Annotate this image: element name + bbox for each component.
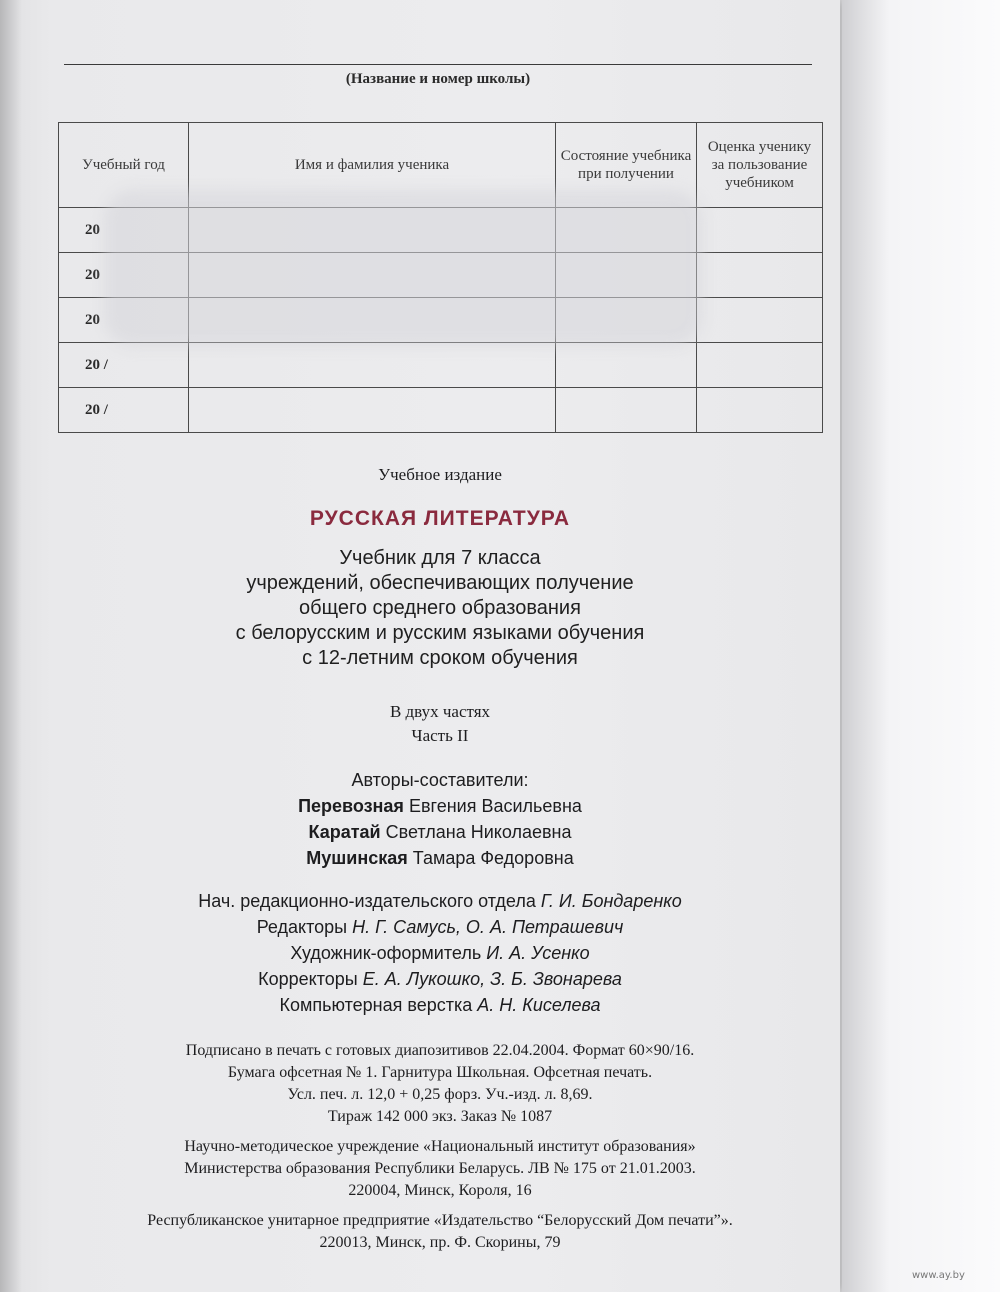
table-row [59,388,823,433]
part-number: Часть II [411,726,469,745]
credit-names: Г. И. Бондаренко [540,891,682,911]
authors-label: Авторы-составители: [351,770,529,790]
credit-line [40,995,840,1016]
credit-names: Н. Г. Самусь, О. А. Петрашевич [352,917,624,937]
parts-count: В двух частях [389,702,491,721]
grade-cell [697,253,823,298]
print-info-line: Усл. печ. л. 12,0 + 0,25 форз. Уч.-изд. л. 8,69. [287,1086,593,1103]
school-name-line [64,64,812,65]
credit-line [40,891,840,912]
year-cell: 20 / [59,343,189,388]
credit-role: Художник-оформитель [290,943,482,963]
subtitle-line: Учебник для 7 класса [339,547,541,569]
credit-line [40,943,840,964]
subtitle-line: с 12-летним сроком обучения [302,647,578,669]
publisher-line: Республиканское унитарное предприятие «Издательство “Белорусский Дом печати”». [147,1212,733,1229]
institute-line: 220004, Минск, Короля, 16 [348,1182,532,1199]
facing-page-edge [842,0,1000,1292]
author-line [40,796,840,817]
edition-type: Учебное издание [378,465,502,484]
school-caption: (Название и номер школы) [345,71,531,87]
publisher-line: 220013, Минск, пр. Ф. Скорины, 79 [319,1234,561,1251]
book-title: РУССКАЯ ЛИТЕРАТУРА [309,507,571,530]
author-surname: Каратай [308,822,381,842]
header-year: Учебный год [59,123,189,208]
author-name: Светлана Николаевна [385,822,572,842]
institute-line: Министерства образования Республики Беларусь. ЛВ № 175 от 21.01.2003. [184,1160,696,1177]
print-info-line: Бумага офсетная № 1. Гарнитура Школьная. Офсетная печать. [227,1064,653,1081]
subtitle-line: учреждений, обеспечивающих получение [246,572,634,594]
credit-names: А. Н. Киселева [477,995,601,1015]
header-student-name: Имя и фамилия ученика [189,123,556,208]
author-surname: Мушинская [306,848,408,868]
credit-names: И. А. Усенко [486,943,590,963]
grade-cell [697,388,823,433]
student-cell [189,388,556,433]
print-info-line: Тираж 142 000 экз. Заказ № 1087 [327,1108,553,1125]
author-surname: Перевозная [298,796,404,816]
credit-role: Компьютерная верстка [279,995,473,1015]
credit-names: Е. А. Лукошко, З. Б. Звонарева [362,969,622,989]
author-name: Евгения Васильевна [408,796,582,816]
site-watermark: www.ay.by [912,1270,965,1281]
credit-role: Корректоры [258,969,358,989]
subtitle-line: с белорусским и русским языками обучения [235,622,645,644]
binding-shadow [0,0,22,1292]
credit-line [40,917,840,938]
grade-cell [697,208,823,253]
redacted-handwriting [104,190,702,346]
author-line [40,848,840,869]
table-row [59,343,823,388]
grade-cell [697,343,823,388]
author-line [40,822,840,843]
credit-role: Редакторы [256,917,348,937]
year-cell: 20 [59,298,189,343]
credit-role: Нач. редакционно-издательского отдела [198,891,536,911]
header-condition: Состояние учебника при получении [556,123,697,208]
credit-line [40,969,840,990]
year-cell: 20 / [59,388,189,433]
condition-cell [556,388,697,433]
condition-cell [556,343,697,388]
header-grade: Оценка ученику за пользование учебником [697,123,823,208]
year-cell: 20 [59,253,189,298]
institute-line: Научно-методическое учреждение «Национальный институт образования» [184,1138,696,1155]
print-info-line: Подписано в печать с готовых диапозитивов 22.04.2004. Формат 60×90/16. [185,1042,695,1059]
year-cell: 20 [59,208,189,253]
student-cell [189,343,556,388]
subtitle-line: общего среднего образования [299,597,581,619]
author-name: Тамара Федоровна [412,848,574,868]
grade-cell [697,298,823,343]
